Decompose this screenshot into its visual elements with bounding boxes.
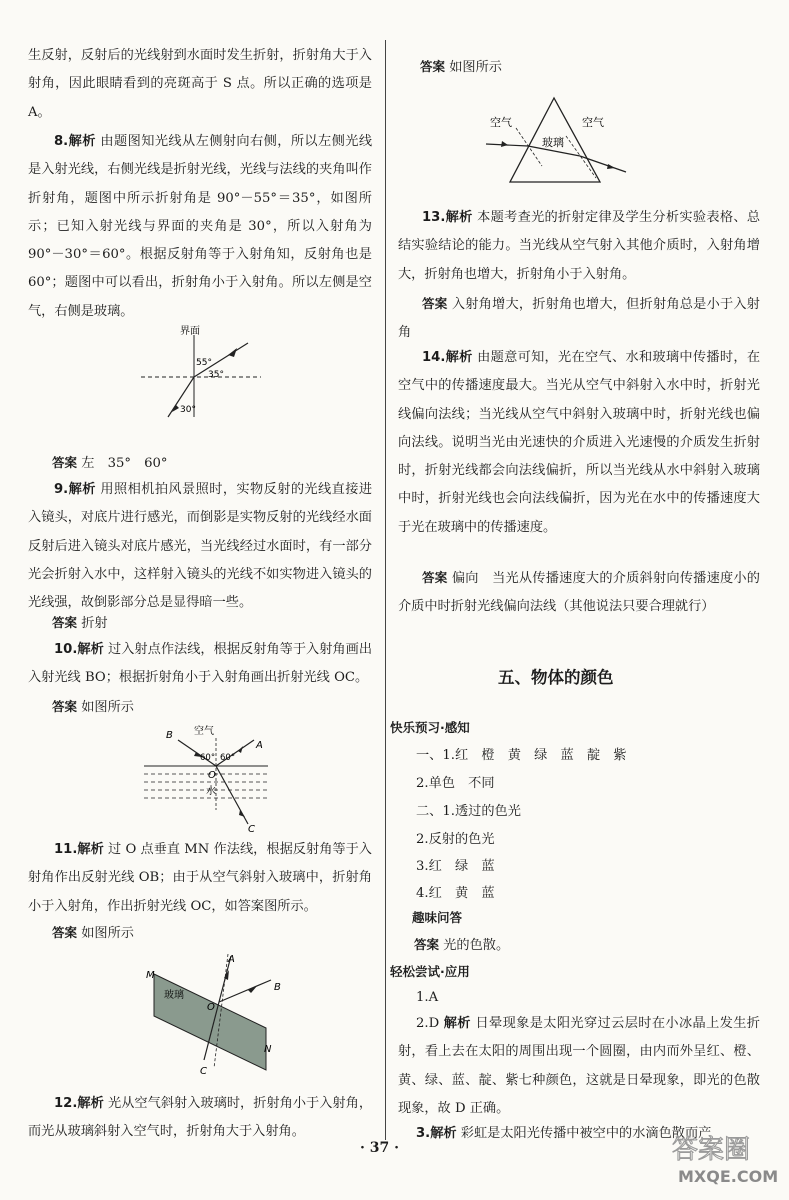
q12-analysis: 12.解析 光从空气斜射入玻璃时，折射角小于入射角，而光从玻璃斜射入空气时，折射角大于入射角。 [28, 1096, 373, 1140]
svg-text:O: O [207, 1002, 215, 1013]
figure-q11 [116, 948, 281, 1080]
q12-answer: 答案 如图所示 [420, 59, 502, 75]
subsection-practice: 轻松尝试·应用 [390, 964, 470, 979]
q10-answer: 答案 如图所示 [52, 699, 134, 715]
list-item: 4.红 黄 蓝 [416, 886, 495, 901]
svg-text:答案圈: 答案圈 [672, 1135, 751, 1165]
svg-text:水: 水 [206, 786, 216, 797]
svg-text:60°: 60° [200, 753, 216, 763]
svg-text:O: O [208, 770, 216, 781]
t2-analysis: 2.D 解析 日晕现象是太阳光穿过云层时在小冰晶上发生折射，看上去在太阳的周围出现一个圆圈，由内而外呈红、橙、黄、绿、蓝、靛、紫七种颜色，这就是日晕现象，即光的色散现象，故 D 正确。 [398, 1016, 760, 1116]
q8-answer: 答案 左 35° 60° [52, 455, 168, 471]
q7-continuation: 生反射，反射后的光线射到水面时发生折射，折射角大于入射角，因此眼睛看到的亮斑高于 S 点。所以正确的选项是 A。 [28, 48, 372, 120]
t3-analysis: 3.解析 彩虹是太阳光传播中被空中的水滴色散而产 [416, 1126, 712, 1141]
svg-text:N: N [264, 1044, 272, 1055]
q13-answer: 答案 入射角增大，折射角也增大，但折射角总是小于入射角 [398, 296, 760, 341]
list-item: 3.红 绿 蓝 [416, 859, 495, 874]
svg-text:35°: 35° [208, 370, 224, 380]
fig8-boundary-label: 界面 [180, 326, 200, 337]
svg-text:M: M [146, 970, 155, 981]
list-item: 2.单色 不同 [416, 776, 495, 791]
q9-answer: 答案 折射 [52, 615, 108, 631]
list-item: 一、1.红 橙 黄 绿 蓝 靛 紫 [416, 748, 627, 763]
svg-text:空气: 空气 [490, 116, 512, 129]
q11-answer: 答案 如图所示 [52, 925, 134, 941]
figure-q8 [136, 325, 266, 425]
figure-q12 [484, 86, 634, 198]
svg-text:B: B [274, 982, 281, 993]
svg-text:空气: 空气 [194, 726, 214, 737]
t1-answer: 1.A [416, 990, 439, 1005]
svg-text:55°: 55° [196, 358, 212, 368]
svg-text:B: B [166, 730, 173, 741]
q14-analysis: 14.解析 由题意可知，光在空气、水和玻璃中传播时，在空气中的传播速度最大。当光从空气中斜射入水中时，折射光线偏向法线；当光线从空气中斜射入玻璃中时，折射光线也偏向法线。说明当光由光速快的介质进入光速慢的介质发生折射时，折射光线都会向法线偏折，所以当光线从水中斜射入玻璃中时，折射光线也会向法线偏折，因为光在水中的传播速度大于光在玻璃中的传播速度。 [398, 350, 761, 535]
svg-text:C: C [200, 1066, 207, 1077]
svg-text:A: A [256, 740, 263, 751]
subsection-preview: 快乐预习·感知 [390, 720, 470, 735]
qa-answer: 答案 光的色散。 [414, 937, 510, 953]
svg-text:60°: 60° [220, 753, 236, 763]
section-title: 五、物体的颜色 [498, 668, 614, 687]
column-divider [385, 40, 386, 1140]
q10-analysis: 10.解析 过入射点作法线，根据反射角等于入射角画出入射光线 BO；根据折射角小于入射角画出折射光线 OC。 [28, 642, 373, 686]
svg-text:30°: 30° [180, 405, 196, 415]
q8-analysis: 8.解析 由题图知光线从左侧射向右侧，所以左侧光线是入射光线，右侧光线是折射光线，光线与法线的夹角叫作折射角，题图中所示折射角是 90°－55°＝35°，如图所示；已知入射光线与界面的夹角是 30°，所以入射角为 90°－30°＝60°。根据反射角等于入射角知，反射角也是 60°；题图中可以看出，折射角小于入射角。所以左侧是空气，右侧是玻璃。 [28, 134, 373, 319]
q13-analysis: 13.解析 本题考查光的折射定律及学生分析实验表格、总结实验结论的能力。当光线从空气射入其他介质时，入射角增大，折射角也增大，折射角小于入射角。 [398, 210, 761, 282]
q14-answer: 答案 偏向 当光从传播速度大的介质斜射向传播速度小的介质中时折射光线偏向法线（其他说法只要合理就行） [398, 570, 760, 615]
svg-text:C: C [248, 824, 255, 835]
svg-text:空气: 空气 [582, 116, 604, 129]
page-number: · 37 · [360, 1140, 399, 1156]
q11-analysis: 11.解析 过 O 点垂直 MN 作法线，根据反射角等于入射角作出反射光线 OB；由于从空气斜射入玻璃中，折射角小于入射角，作出折射光线 OC，如答案图所示。 [28, 842, 372, 914]
list-item: 二、1.透过的色光 [416, 804, 521, 819]
svg-text:玻璃: 玻璃 [164, 990, 184, 1001]
svg-text:MXQE.COM: MXQE.COM [678, 1167, 779, 1186]
svg-text:玻璃: 玻璃 [542, 136, 564, 149]
watermark-logo [668, 1128, 780, 1190]
figure-q10 [138, 720, 278, 835]
qa-title: 趣味问答 [412, 910, 463, 925]
list-item: 2.反射的色光 [416, 832, 495, 847]
q9-analysis: 9.解析 用照相机拍风景照时，实物反射的光线直接进入镜头，对底片进行感光，而倒影是实物反射的光线经水面反射后进入镜头对底片感光，当光线经过水面时，有一部分光会折射入水中，这样射入镜头的光线不如实物进入镜头的光线强，故倒影部分总是显得暗一些。 [28, 482, 373, 611]
svg-text:A: A [228, 954, 235, 965]
